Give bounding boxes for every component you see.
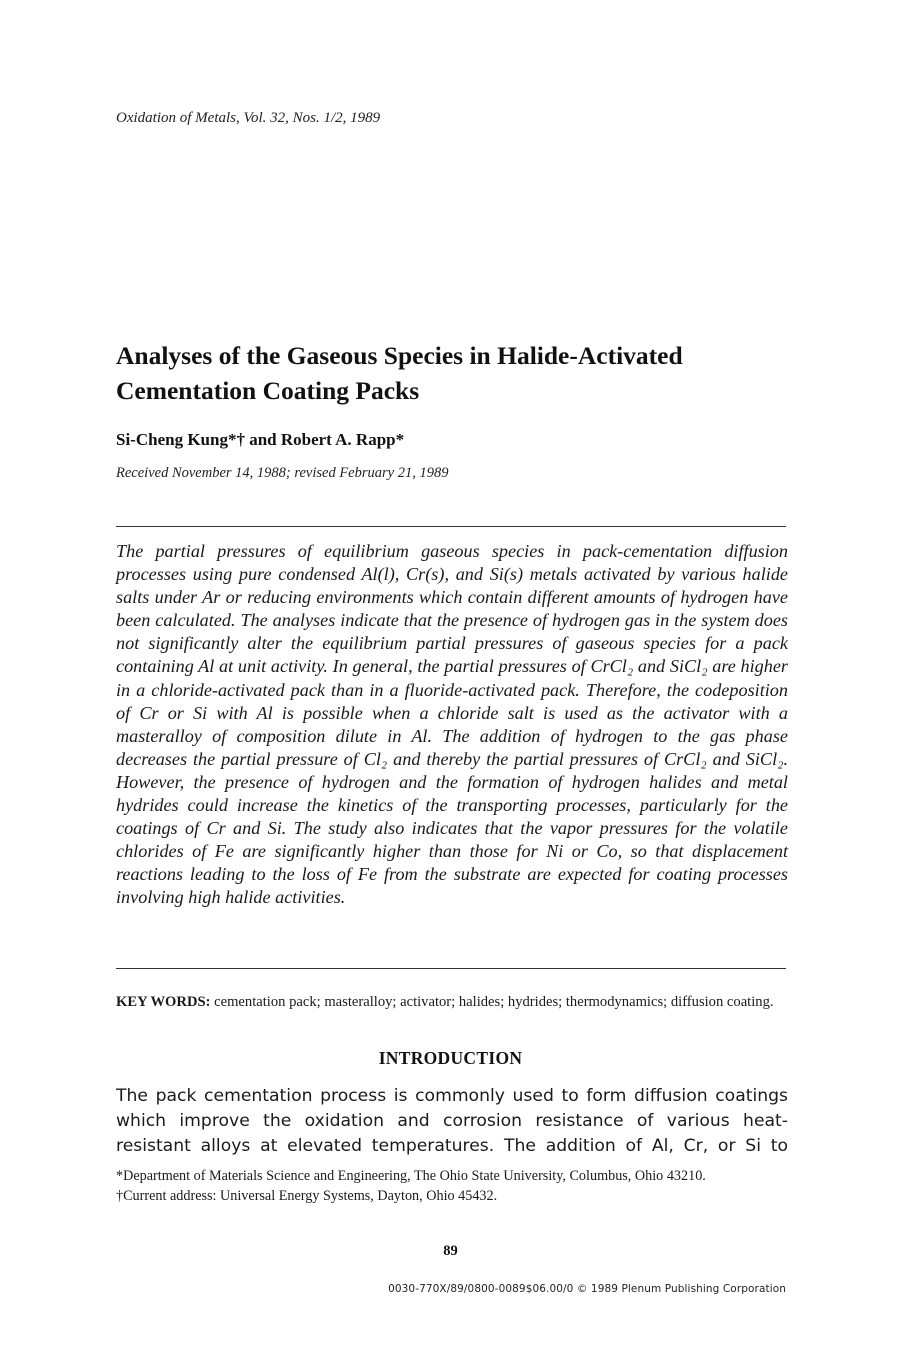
introduction-paragraph: The pack cementation process is commonly used to form diffusion coatings which improve the oxidation and corrosion resistance of various heat-resistant alloys at elevated temperatures. The addition of Al, Cr, or Si to [116, 1086, 788, 1156]
keywords [116, 993, 788, 1011]
abstract-top-rule [116, 526, 786, 527]
author-line: Si-Cheng Kung*† and Robert A. Rapp* [116, 430, 405, 449]
received-dates: Received November 14, 1988; revised February 21, 1989 [116, 465, 449, 481]
abstract-text: The partial pressures of equilibrium gaseous species in pack-cementation diffusion processes using pure condensed Al(l), Cr(s), and Si(s) metals activated by various halide salts under Ar or reducing environments which contain different amounts of hydrogen have been calculated. The analyses indicate that the presence of hydrogen gas in the system does not significantly alter the equilibrium partial pressures of gaseous species for a pack containing Al at unit activity. In general, the partial pressures of CrCl₂ and SiCl₂ are higher in a chloride-activated pack than in a fluoride-activated pack. Therefore, the codeposition of Cr or Si with Al is possible when a chloride salt is used as the activator with a masteralloy of composition dilute in Al. The addition of hydrogen to the gas phase decreases the partial pressure of Cl₂ and thereby the partial pressures of CrCl₂ and SiCl₂. However, the presence of hydrogen and the formation of hydrogen halides and metal hydrides could increase the kinetics of the transporting processes, particularly for the coatings of Cr and Si. The study also indicates that the vapor pressures for the volatile chlorides of Fe are significantly higher than those for Ni or Co, so that displacement reactions leading to the loss of Fe from the substrate are expected for coating processes involving high halide activities. [116, 541, 788, 908]
copyright-line: 0030-770X/89/0800-0089$06.00/0 © 1989 Plenum Publishing Corporation [388, 1283, 786, 1295]
keywords-label: KEY WORDS: [116, 994, 211, 1010]
keywords-list: cementation pack; masteralloy; activator; halides; hydrides; thermodynamics; diffusion coating. [210, 994, 774, 1010]
page-number: 89 [443, 1243, 458, 1259]
footnotes [116, 1168, 788, 1205]
section-heading-introduction: INTRODUCTION [378, 1048, 523, 1068]
abstract-bottom-rule [116, 968, 786, 969]
journal-citation: Oxidation of Metals, Vol. 32, Nos. 1/2, 1989 [116, 110, 381, 126]
footnote-current-address: †Current address: Universal Energy Systems, Dayton, Ohio 45432. [116, 1188, 498, 1204]
footnote-affiliation: *Department of Materials Science and Engineering, The Ohio State University, Columbus, Ohio 43210. [116, 1168, 706, 1184]
article-title: Analyses of the Gaseous Species in Halide-Activated Cementation Coating Packs [116, 341, 683, 405]
